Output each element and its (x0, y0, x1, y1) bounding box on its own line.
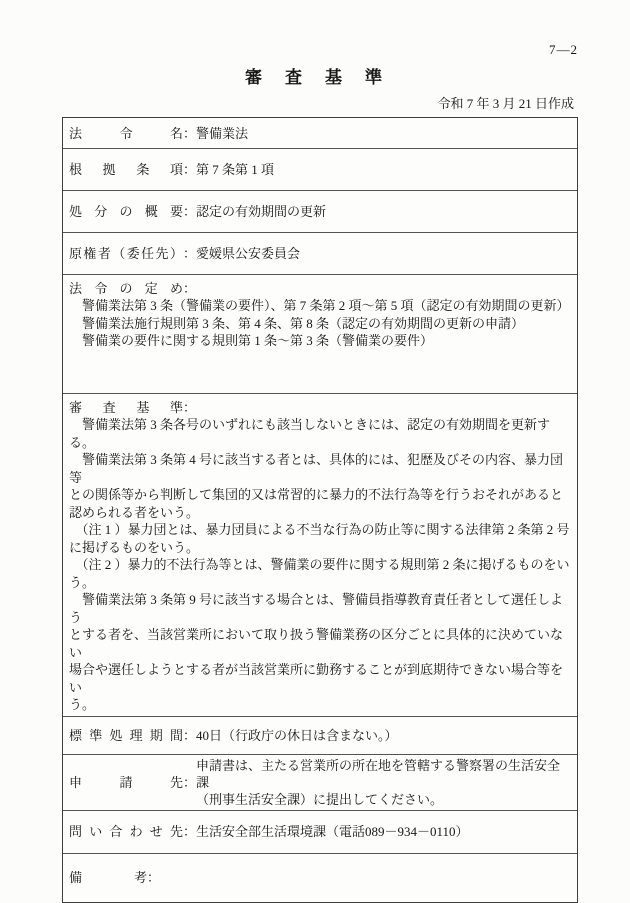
text-line: 認定の有効期間の更新 (196, 204, 327, 219)
row-label: 根拠条項 (69, 162, 183, 177)
row-label-wrap (69, 869, 160, 886)
text-line: 場合や選任しようとする者が当該営業所に勤務することが到底期待できない場合等をい (69, 662, 564, 695)
row-label-wrap (69, 727, 196, 744)
text-line: 警備業法第 3 条第 9 号に該当する場合とは、警備員指導教育責任者として選任しよう (69, 592, 564, 625)
row-label: 法令の定め (69, 281, 183, 296)
row-value (196, 203, 573, 220)
label-colon: ： (183, 162, 197, 177)
text-line: う。 (69, 697, 96, 712)
label-colon: ： (183, 400, 197, 415)
table-row-remarks (63, 854, 577, 902)
row-value (69, 297, 573, 350)
row-label: 標準処理期間 (69, 727, 183, 743)
row-value (69, 416, 573, 714)
table-row-disposition-summary (63, 191, 577, 233)
table-row-law-name (63, 118, 577, 149)
row-label-wrap (69, 823, 196, 840)
text-line: う。 (69, 574, 96, 590)
row-value (196, 125, 573, 142)
text-line: 生活安全部生活環境課（電話089－934－0110） (196, 824, 469, 839)
text-line: 警備業法第 3 条（警備業の要件）、第 7 条第 2 項～第 5 項（認定の有効期間の更新） (69, 298, 570, 313)
table-row-original-authority (63, 233, 577, 275)
table-row-legal-provisions (63, 275, 577, 394)
text-line: （注 1 ）暴力団とは、暴力団員による不当な行為の防止等に関する法律第 2 条第 2 号 (69, 522, 570, 537)
row-value (196, 161, 573, 178)
row-label-wrap (69, 774, 196, 791)
text-line: 愛媛県公安委員会 (196, 246, 301, 261)
document-title: 審 査 基 準 (245, 68, 385, 87)
row-label-wrap (69, 245, 196, 262)
text-line: とする者を、当該営業所において取り扱う警備業務の区分ごとに具体的に決めていない (69, 627, 564, 660)
label-colon: ： (147, 870, 161, 885)
page-number: 7—2 (549, 42, 578, 57)
table-row-basis-article (63, 149, 577, 191)
label-colon: ： (183, 204, 197, 219)
row-label: 申請先 (69, 774, 183, 790)
label-colon: ： (183, 727, 197, 743)
row-label-wrap (69, 280, 573, 297)
text-line: 第 7 条第 1 項 (196, 162, 275, 177)
row-value (196, 245, 573, 262)
text-line: 認められる者をいう。 (69, 504, 200, 520)
text-line: 警備業法第 3 条各号のいずれにも該当しないときには、認定の有効期間を更新する。 (69, 417, 551, 450)
text-line: との関係等から判断して集団的又は常習的に暴力的不法行為等を行うおそれがあると (69, 487, 564, 502)
row-value (196, 823, 573, 840)
row-label-wrap (69, 203, 196, 220)
row-label-wrap (69, 125, 196, 142)
text-line: 40日（行政庁の休日は含まない。） (196, 727, 398, 743)
label-colon: ： (183, 125, 197, 141)
row-label: 法令名 (69, 125, 183, 141)
row-label: 処分の概要 (69, 204, 183, 219)
row-label: 審査基準 (69, 400, 183, 415)
criteria-table (62, 117, 578, 903)
created-date: 令和 7 年 3 月 21 日作成 (437, 96, 574, 111)
table-row-examination-criteria (63, 394, 577, 717)
text-line: 警備業法 (196, 125, 249, 141)
table-row-inquiry-contact (63, 811, 577, 854)
text-line: （注 2 ）暴力的不法行為等とは、警備業の要件に関する規則第 2 条に掲げるものをい (69, 557, 570, 572)
label-colon: ： (183, 774, 197, 790)
table-row-application-destination (63, 755, 577, 811)
text-line: （刑事生活安全課）に提出してください。 (196, 791, 444, 807)
row-label-wrap (69, 399, 573, 416)
label-colon: ： (183, 281, 197, 296)
label-colon: ： (183, 246, 197, 261)
row-label: 問い合わせ先 (69, 824, 183, 839)
text-line: 警備業の要件に関する規則第 1 条～第 3 条（警備業の要件） (69, 333, 434, 348)
label-colon: ： (183, 824, 197, 839)
table-row-standard-processing-period (63, 717, 577, 755)
text-line: 警備業法第 3 条第 4 号に該当する者とは、具体的には、犯歴及びその内容、暴力団等 (69, 452, 564, 485)
text-line: 警備業法施行規則第 3 条、第 4 条、第 8 条（認定の有効期間の更新の申請） (69, 315, 525, 331)
row-value (196, 727, 573, 744)
text-line: に掲げるものをいう。 (69, 539, 200, 555)
row-label-wrap (69, 161, 196, 178)
row-label: 備 考 (69, 870, 148, 885)
text-line: 申請書は、主たる営業所の所在地を管轄する警察署の生活安全課 (196, 757, 561, 790)
row-label: 原権者（委任先） (69, 246, 183, 261)
row-value (196, 757, 573, 808)
